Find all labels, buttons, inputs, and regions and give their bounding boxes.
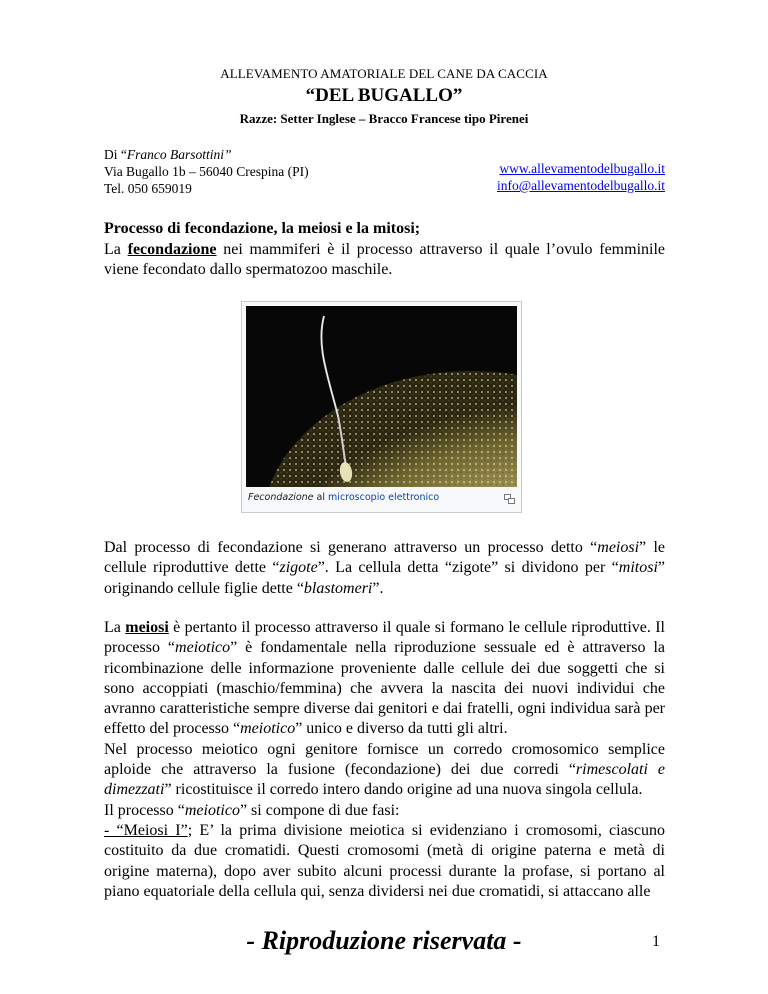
- paragraph-fecondazione: La fecondazione nei mammiferi è il processo attraverso il quale l’ovulo femminile viene fecondato dallo spermatozoo maschile.: [104, 241, 666, 279]
- figure: [241, 301, 522, 513]
- header-line1: ALLEVAMENTO AMATORIALE DEL CANE DA CACCIA: [220, 66, 548, 81]
- header-breeds: Razze: Setter Inglese – Bracco Francese tipo Pirenei: [239, 111, 529, 126]
- section-title: Processo di fecondazione, la meiosi e la mitosi;: [104, 220, 421, 237]
- page-number: 1: [652, 933, 660, 950]
- author-line: Di “Franco Barsottini”: [104, 147, 232, 162]
- term-fecondazione: fecondazione: [127, 241, 217, 258]
- enlarge-icon[interactable]: [504, 494, 515, 504]
- fertilization-photo: [246, 306, 517, 487]
- author-name: Franco Barsottini”: [126, 147, 232, 162]
- figure-caption: Fecondazione al microscopio elettronico: [248, 492, 440, 503]
- header-title: “DEL BUGALLO”: [305, 85, 463, 106]
- footer-notice: - Riproduzione riservata -: [246, 926, 522, 955]
- links-block: [497, 160, 665, 194]
- microscope-link[interactable]: microscopio elettronico: [328, 492, 440, 503]
- address: Via Bugallo 1b – 56040 Crespina (PI): [104, 164, 309, 179]
- paragraph-meiosi-body: La meiosi è pertanto il processo attraverso il quale si formano le cellule riproduttive. Il processo “meiotico” è fondamentale nella riproduzione sessuale ed è attraverso la ricombinazione delle informazione proveniente dalle cellule dei due soggetti che si sono accoppiati (maschio/femmina) che avvera la nascita dei nuovi individui che avranno caratteristiche sempre diverse dai genitori e dai fratelli, ogni individua sarà per effetto del processo “meiotico” unico e diverso da tutti gli altri. Nel processo meiotico ogni genitore fornisce un corredo cromosomico semplice aploide che attraverso la fusione (fecondazione) dei due corredi “rimescolati e dimezzati” ricostituisce il corredo intero dando origine ad una nuova singola cellula. Il processo “meiotico” si compone di due fasi: - “Meiosi I”; E’ la prima divisione meiotica si evidenziano i cromosomi, ciascuno costituito da due cromatidi. Questi cromosomi (metà di origine paterna e metà di origine materna), dopo aver subito alcuni processi durante la profase, si portano al piano equatoriale della cellula qui, senza dividersi nei due cromatidi, si attaccano alle: [104, 619, 666, 900]
- meiosi-i-label: - “Meiosi I”: [104, 821, 188, 839]
- phone: Tel. 050 659019: [104, 181, 192, 196]
- paragraph-meiosi-intro: Dal processo di fecondazione si generano attraverso un processo detto “meiosi” le cellule riproduttive dette “zigote”. La cellula detta “zigote” si dividono per “mitosi” originando cellule figlie dette “blastomeri”.: [104, 539, 665, 597]
- contact-block: [104, 146, 309, 197]
- website-link[interactable]: www.allevamentodelbugallo.it: [499, 161, 665, 176]
- term-meiosi: meiosi: [125, 619, 169, 636]
- email-link[interactable]: info@allevamentodelbugallo.it: [496, 178, 665, 193]
